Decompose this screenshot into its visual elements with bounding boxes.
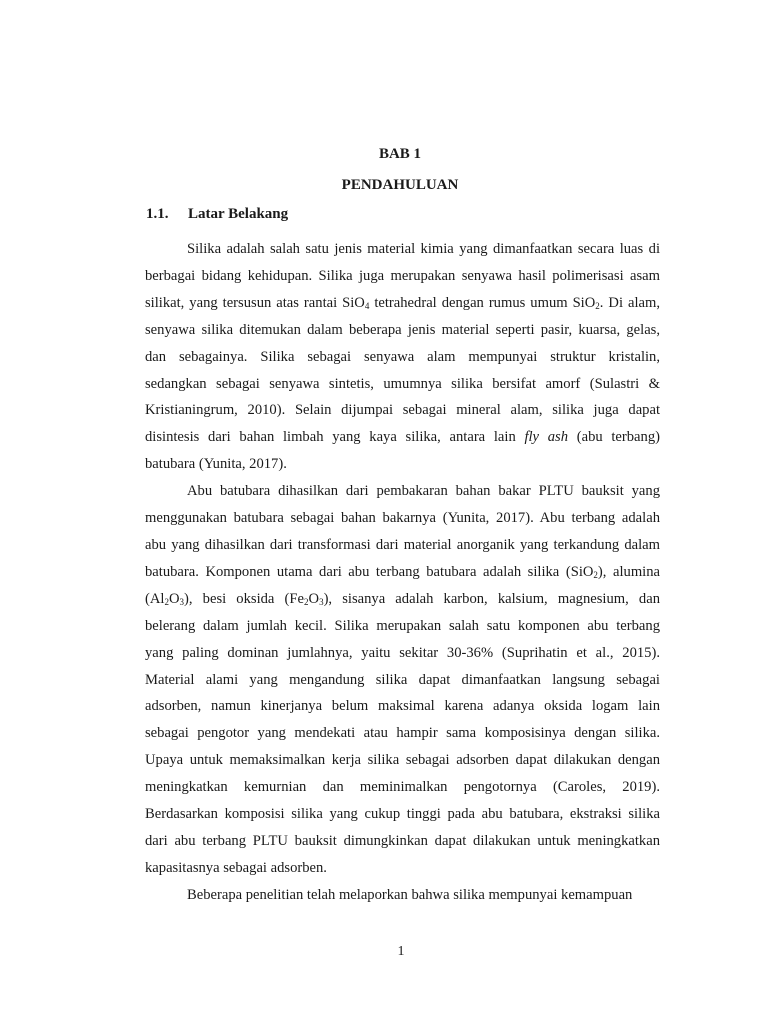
text-line: sedangkan sebagai senyawa sintetis, umumnya silika bersifat amorf (Sulastri & [145,375,660,392]
text-line: belerang dalam jumlah kecil. Silika merupakan salah satu komponen abu terbang [145,617,660,634]
paragraph [145,236,660,478]
section-heading [146,206,288,223]
page-number: 1 [397,944,405,959]
text-segment: disintesis dari bahan limbah yang kaya silika, antara lain [145,429,525,446]
text-segment: batubara. Komponen utama dari abu terbang batubara adalah silika (SiO [145,563,594,580]
paragraph [145,882,660,909]
text-line: meningkatkan kemurnian dan meminimalkan pengotornya (Caroles, 2019). [145,779,660,796]
text-line: Kristianingrum, 2010). Selain dijumpai sebagai mineral alam, silika juga dapat [145,402,660,419]
subscript: 3 [179,596,185,607]
text-segment: O [168,590,180,607]
text-line: berbagai bidang kehidupan. Silika juga merupakan senyawa hasil polimerisasi asam [145,267,660,284]
text-line: Abu batubara dihasilkan dari pembakaran bahan bakar PLTU bauksit yang [187,483,660,500]
text-segment: (abu terbang) [568,429,660,446]
text-line [145,290,660,317]
text-segment: ), besi oksida (Fe [184,590,305,607]
subscript: 4 [364,300,370,311]
text-line [145,559,660,586]
text-line: senyawa silika ditemukan dalam beberapa jenis material seperti pasir, kuarsa, gelas, [145,321,660,338]
text-line: dari abu terbang PLTU bauksit dimungkinkan dapat dilakukan untuk meningkatkan [145,832,660,849]
text-line: Berdasarkan komposisi silika yang cukup tinggi pada abu batubara, ekstraksi silika [145,806,660,823]
text-segment: . Di alam, [599,294,660,311]
text-segment: tetrahedral dengan rumus umum SiO [369,294,596,311]
text-line: Silika adalah salah satu jenis material kimia yang dimanfaatkan secara luas di [187,241,660,257]
text-line: Upaya untuk memaksimalkan kerja silika sebagai adsorben dapat dilakukan dengan [145,752,660,769]
text-line: sebagai pengotor yang mendekati atau hampir sama komposisinya dengan silika. [145,725,660,742]
subscript: 2 [593,569,598,580]
text-segment: (Al [145,590,165,607]
chapter-number: BAB 1 [378,146,422,162]
text-line: Material alami yang mengandung silika dapat dimanfaatkan langsung sebagai [145,671,660,688]
section-title: Latar Belakang [188,206,289,222]
text-line: abu yang dihasilkan dari transformasi dari material anorganik yang terkandung dalam [145,536,660,553]
text-line: dan sebagainya. Silika sebagai senyawa alam mempunyai struktur kristalin, [145,348,660,365]
text-line: adsorben, namun kinerjanya belum maksimal karena adanya oksida logam lain [145,698,660,715]
text-line [145,586,660,613]
paragraph [145,478,660,882]
text-segment: ), alumina [597,563,660,580]
subscript: 2 [304,596,309,607]
subscript: 2 [595,300,600,311]
text-line [145,424,660,451]
text-line: batubara (Yunita, 2017). [145,456,287,473]
text-segment: ), sisanya adalah karbon, kalsium, magnesium, dan [323,590,660,607]
text-line: menggunakan batubara sebagai bahan bakarnya (Yunita, 2017). Abu terbang adalah [145,510,660,527]
text-line: Beberapa penelitian telah melaporkan bahwa silika mempunyai kemampuan [187,886,633,903]
section-number: 1.1. [146,206,169,222]
body-text [145,236,660,909]
text-line: yang paling dominan jumlahnya, yaitu sekitar 30-36% (Suprihatin et al., 2015). [145,644,660,661]
text-segment: O [308,590,320,607]
chapter-title: PENDAHULUAN [341,177,459,193]
italic-term: fly ash [524,429,569,446]
text-segment: silikat, yang tersusun atas rantai SiO [145,294,365,311]
text-line: kapasitasnya sebagai adsorben. [145,859,327,876]
subscript: 2 [164,596,169,607]
subscript: 3 [319,596,324,607]
